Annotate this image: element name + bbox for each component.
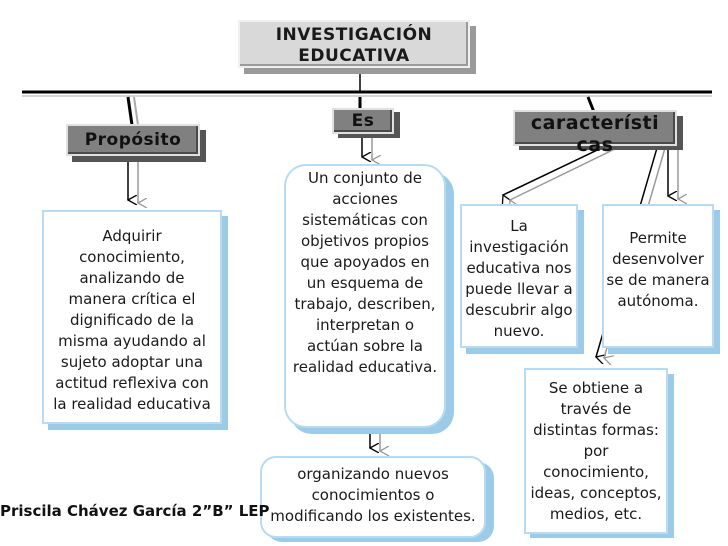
box-investigacion-text: La investigación educativa nos puede llevar a descubrir algo nuevo. xyxy=(465,217,573,340)
author-footer: Priscila Chávez García 2”B” LEP xyxy=(0,502,270,520)
node-caracteristicas-label: característi cas xyxy=(530,112,660,156)
title-node xyxy=(238,20,470,68)
box-conjunto xyxy=(284,164,446,428)
box-investigacion xyxy=(460,204,578,348)
box-permite-text: Permite desenvolver se de manera autónoma. xyxy=(606,229,710,310)
node-caracteristicas xyxy=(513,110,677,156)
node-proposito xyxy=(66,124,200,156)
node-es xyxy=(332,108,394,134)
box-conjunto-text: Un conjunto de acciones sistemáticas con objetivos propios que apoyados en un esquema de trabajo, describen, interpretan o actúan sobre la realidad educativa. xyxy=(292,169,438,376)
connector-proposito xyxy=(128,97,132,125)
box-adquirir xyxy=(42,210,222,424)
box-organizando xyxy=(260,456,486,538)
node-proposito-label: Propósito xyxy=(84,130,182,150)
box-permite xyxy=(602,204,714,348)
node-es-label: Es xyxy=(351,111,375,131)
box-adquirir-text: Adquirir conocimiento, analizando de manera crítica el dignificado de la misma ayudando al sujeto adoptar una actitud reflexiva con la realidad educativa xyxy=(53,227,211,413)
title-text: INVESTIGACIÓN EDUCATIVA xyxy=(275,25,433,66)
box-obtiene-text: Se obtiene a través de distintas formas: por conocimiento, ideas, conceptos, medios, etc. xyxy=(530,379,662,523)
box-organizando-text: organizando nuevos conocimientos o modificando los existentes. xyxy=(270,465,476,525)
box-obtiene xyxy=(524,368,668,534)
